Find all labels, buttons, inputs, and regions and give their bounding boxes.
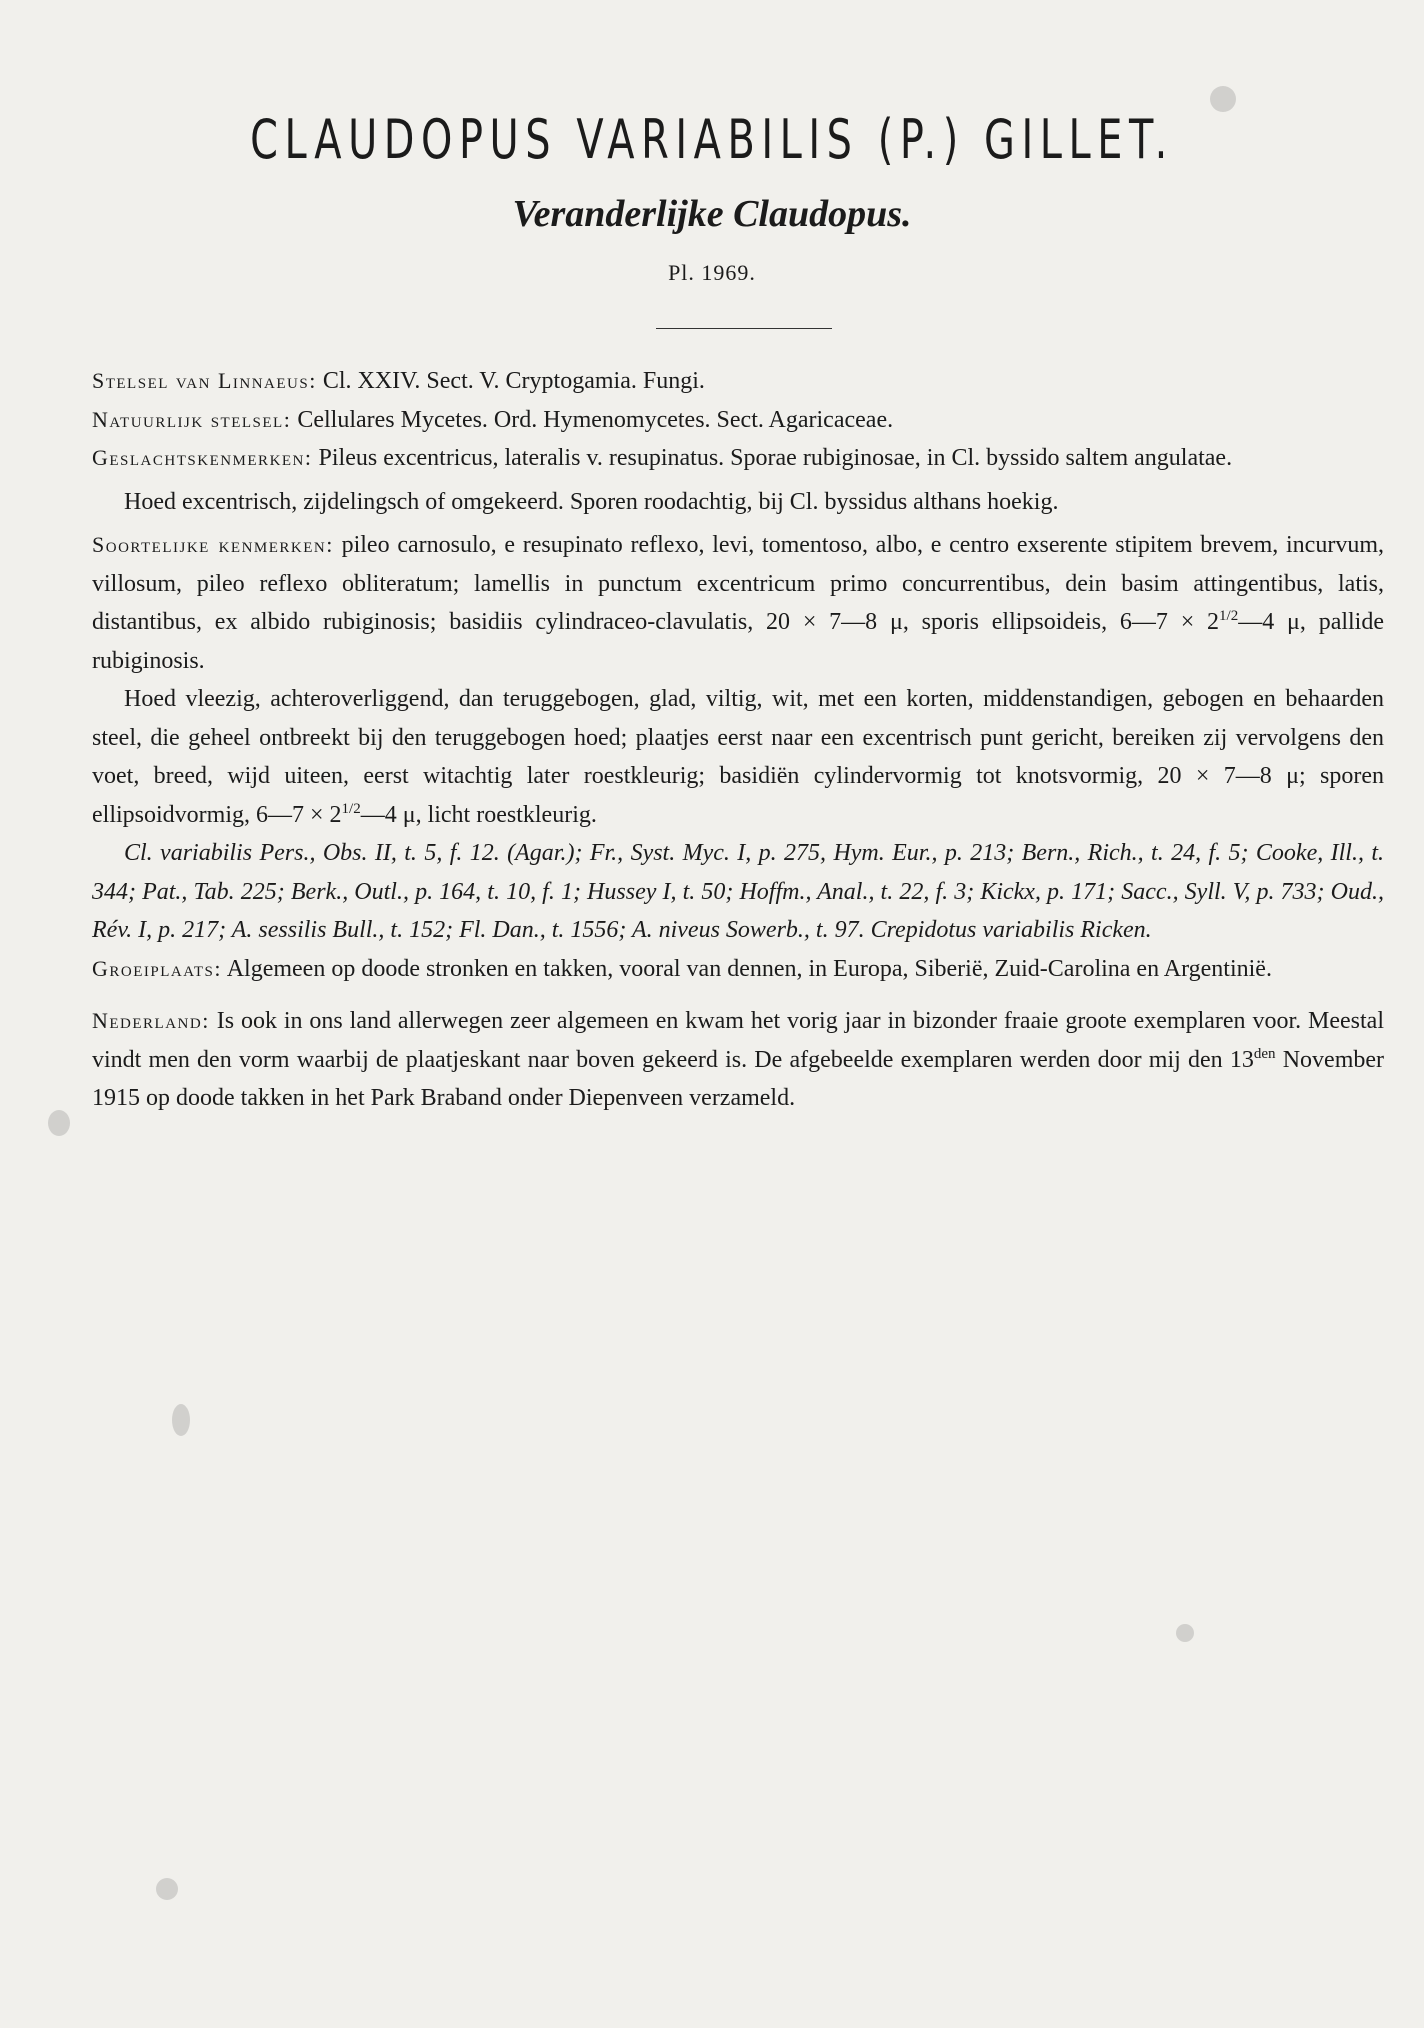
paper-speck xyxy=(1176,1624,1194,1642)
text-geslacht: Pileus excentricus, lateralis v. resupinatus. Sporae rubiginosae, in Cl. byssido saltem angulatae. xyxy=(312,445,1233,471)
paper-speck xyxy=(172,1404,190,1436)
page-title: CLAUDOPUS VARIABILIS (P.) GILLET. xyxy=(250,108,1174,171)
divider-rule xyxy=(656,328,832,329)
text-groeiplaats: Algemeen op doode stronken en takken, vooral van dennen, in Europa, Siberië, Zuid-Carolina en Argentinië. xyxy=(222,955,1272,982)
page-subtitle: Veranderlijke Claudopus. xyxy=(512,193,912,235)
paragraph-natuurlijk xyxy=(92,401,1384,440)
paragraph-geslacht xyxy=(92,439,1384,478)
paragraph-hoed-1: Hoed excentrisch, zijdelingsch of omgekeerd. Sporen roodachtig, bij Cl. byssidus althans hoekig. xyxy=(124,488,1059,515)
label-stelsel: Stelsel van Linnaeus: xyxy=(92,368,317,393)
text-stelsel: Cl. XXIV. Sect. V. Cryptogamia. Fungi. xyxy=(316,368,705,394)
label-nederland: Nederland: xyxy=(92,1008,210,1033)
paragraph-soortelijk xyxy=(92,526,1384,680)
superscript-den: den xyxy=(1253,1045,1276,1062)
fraction-soortelijk: 1/2 xyxy=(1219,608,1239,624)
plate-number: Pl. 1969. xyxy=(668,260,756,285)
label-groeiplaats: Groeiplaats: xyxy=(92,955,223,981)
text-nederland-b: November 1915 op doode takken in het Park Braband onder Diepenveen verzameld. xyxy=(92,1046,1385,1111)
paragraph-references: Cl. variabilis Pers., Obs. II, t. 5, f. 12. (Agar.); Fr., Syst. Myc. I, p. 275, Hym. Eur., p. 213; Bern., Rich., t. 24, f. 5; Cooke, Ill., t. 344; Pat., Tab. 225; Berk., Outl., p. 164, t. 10, f. 1; Hussey I, t. 50; Hoffm., Anal., t. 22, f. 3; Kickx, p. 171; Sacc., Syll. V, p. 733; Oud., Rév. I, p. 217; A. sessilis Bull., t. 152; Fl. Dan., t. 1556; A. niveus Sowerb., t. 97. Crepidotus variabilis Ricken. xyxy=(92,840,1384,943)
paragraph-hoed-2 xyxy=(92,680,1384,834)
text-soortelijk-b: —4 μ, pallide rubiginosis. xyxy=(92,609,1384,674)
paragraph-groeiplaats xyxy=(92,950,1384,989)
label-natuurlijk: Natuurlijk stelsel: xyxy=(92,406,292,432)
text-natuurlijk: Cellulares Mycetes. Ord. Hymenomycetes. Sect. Agaricaceae. xyxy=(291,406,894,433)
text-nederland-a: Is ook in ons land allerwegen zeer algemeen en kwam het vorig jaar in bizonder fraaie groote exemplaren voor. Meestal vindt men den vorm waarbij de plaatjeskant naar boven gekeerd is. De afgebeelde exemplaren werden door mij den 13 xyxy=(92,1008,1384,1073)
text-hoed-2a: Hoed vleezig, achteroverliggend, dan teruggebogen, glad, viltig, wit, met een korten, middenstandigen, gebogen en behaarden steel, die geheel ontbreekt bij den teruggebogen hoed; plaatjes eerst naar een excentrisch punt gericht, bereiken zij vervolgens den voet, breed, wijd uiteen, eerst witachtig later roestkleurig; basidiën cylindervormig tot knotsvormig, 20 × 7—8 μ; sporen ellipsoidvormig, 6—7 × 2 xyxy=(92,686,1384,828)
document-body xyxy=(92,362,1384,1118)
paper-speck xyxy=(156,1878,178,1900)
paper-speck xyxy=(1210,86,1236,112)
paragraph-stelsel xyxy=(92,362,1384,401)
label-soortelijk: Soortelijke kenmerken: xyxy=(92,532,334,557)
paper-speck xyxy=(48,1110,70,1136)
fraction-hoed-2: 1/2 xyxy=(341,800,361,817)
paragraph-nederland xyxy=(92,1002,1384,1118)
label-geslacht: Geslachtskenmerken: xyxy=(92,445,313,470)
text-hoed-2b: —4 μ, licht roestkleurig. xyxy=(360,801,597,828)
text-soortelijk-a: pileo carnosulo, e resupinato reflexo, levi, tomentoso, albo, e centro exserente stipitem brevem, incurvum, villosum, pileo reflexo obliteratum; lamellis in punctum excentricum primo concurrentibus, dein basim attingentibus, latis, distantibus, ex albido rubiginosis; basidiis cylindraceo-clavulatis, 20 × 7—8 μ, sporis ellipsoideis, 6—7 × 2 xyxy=(92,532,1384,635)
